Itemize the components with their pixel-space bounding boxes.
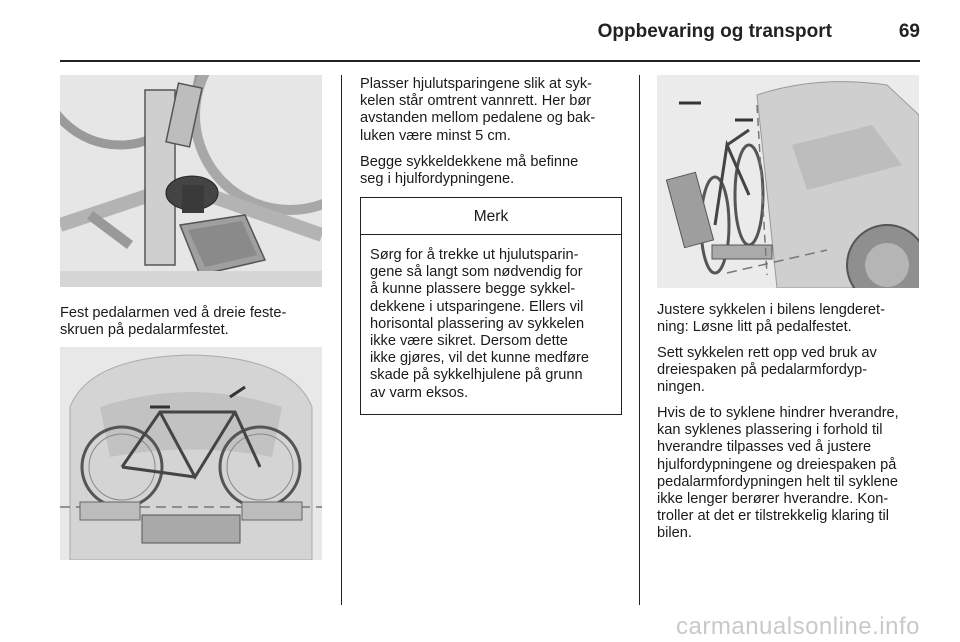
pedal-arm-illustration (60, 75, 322, 287)
section-title: Oppbevaring og transport (597, 21, 832, 42)
watermark: carmanualsonline.info (676, 613, 920, 640)
two-bikes-adjust-instructions: Hvis de to syklene hindrer hverandre, kan syklenes plassering i forhold til hverandre tilpasses ved å justere hjulfordypningene og dreiespaken på pedalarmfordypningen helt til syklene ikke lenger berører hverandre. Kon- troller at det er tilstrekkelig klaring til bilen. (657, 405, 899, 542)
header-divider (60, 60, 920, 62)
note-title: Merk (361, 198, 621, 235)
wheel-recess-instructions: Plasser hjulutsparingene slik at syk- kelen står omtrent vannrett. Her bør avstanden mellom pedalene og bak- luken være minst 5 cm. (360, 76, 596, 144)
pedal-arm-caption: Fest pedalarmen ved å dreie feste- skruen på pedalarmfestet. (60, 305, 287, 339)
upright-adjust-instructions: Sett sykkelen rett opp ved bruk av dreiespaken på pedalarmfordyp- ningen. (657, 345, 877, 396)
column-divider-right (639, 75, 640, 605)
longitudinal-adjust-instructions: Justere sykkelen i bilens lengderet- ning: Løsne litt på pedalfestet. (657, 302, 885, 336)
column-divider-left (341, 75, 342, 605)
bike-carrier-rear-illustration (60, 347, 322, 560)
page-number: 69 (898, 21, 920, 42)
page-header (60, 18, 920, 48)
note-body: Sørg for å trekke ut hjulutsparin- gene så langt som nødvendig for å kunne plassere begge sykkel- dekkene i utsparingene. Ellers vil horisontal plassering av sykkelen ikke være sikret. Dersom dette ikke gjøres, vil det kunne medføre skade på sykkelhjulene på grunn av varm eksos. (370, 247, 589, 401)
note-box (360, 197, 622, 415)
tyre-position-instructions: Begge sykkeldekkene må befinne seg i hjulfordypningene. (360, 154, 579, 188)
bike-side-view-illustration (657, 75, 919, 288)
